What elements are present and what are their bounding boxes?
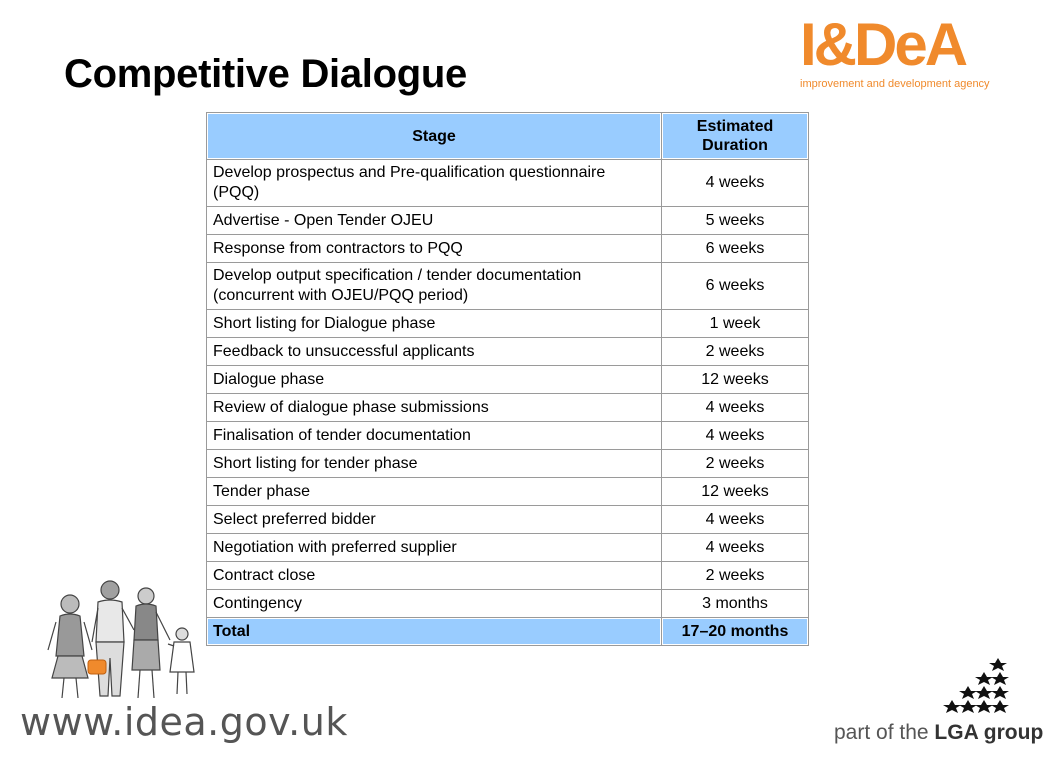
- duration-cell: 12 weeks: [662, 366, 809, 394]
- stage-cell: Select preferred bidder: [207, 506, 662, 534]
- table-row: [207, 450, 809, 478]
- table-row: [207, 562, 809, 590]
- star: [975, 686, 993, 699]
- table-row: [207, 394, 809, 422]
- duration-cell: 2 weeks: [662, 338, 809, 366]
- stage-cell: Negotiation with preferred supplier: [207, 534, 662, 562]
- duration-cell: 6 weeks: [662, 263, 809, 310]
- table-row: [207, 263, 809, 310]
- star: [991, 686, 1009, 699]
- lga-prefix: part of the: [834, 721, 935, 744]
- star: [989, 658, 1007, 671]
- stage-cell: Contract close: [207, 562, 662, 590]
- duration-table-container: [206, 112, 808, 646]
- duration-cell: 2 weeks: [662, 562, 809, 590]
- stage-cell: Short listing for Dialogue phase: [207, 310, 662, 338]
- table-header-row: [207, 113, 809, 160]
- duration-cell: 4 weeks: [662, 394, 809, 422]
- stage-cell: Short listing for tender phase: [207, 450, 662, 478]
- star: [991, 700, 1009, 713]
- total-row: [207, 618, 809, 646]
- duration-cell: 5 weeks: [662, 207, 809, 235]
- star: [991, 672, 1009, 685]
- duration-cell: 1 week: [662, 310, 809, 338]
- stage-cell: Advertise - Open Tender OJEU: [207, 207, 662, 235]
- table-row: [207, 506, 809, 534]
- duration-cell: 4 weeks: [662, 534, 809, 562]
- lga-group-text: [834, 721, 1043, 745]
- duration-cell: 4 weeks: [662, 506, 809, 534]
- stage-cell: Feedback to unsuccessful applicants: [207, 338, 662, 366]
- table-row: [207, 478, 809, 506]
- page-title: Competitive Dialogue: [64, 52, 467, 96]
- star: [975, 700, 993, 713]
- elderly-woman-figure: [48, 595, 92, 698]
- table-row: [207, 366, 809, 394]
- table-row: [207, 534, 809, 562]
- stage-cell: Develop output specification / tender documentation (concurrent with OJEU/PQQ period): [207, 263, 662, 310]
- table-row: [207, 160, 809, 207]
- star: [959, 686, 977, 699]
- stage-cell: Develop prospectus and Pre-qualification questionnaire (PQQ): [207, 160, 662, 207]
- duration-cell: 3 months: [662, 590, 809, 618]
- table-row: [207, 422, 809, 450]
- stage-cell: Review of dialogue phase submissions: [207, 394, 662, 422]
- stage-cell: Dialogue phase: [207, 366, 662, 394]
- stage-cell: Response from contractors to PQQ: [207, 235, 662, 263]
- man-figure: [92, 581, 134, 696]
- duration-cell: 12 weeks: [662, 478, 809, 506]
- table-row: [207, 235, 809, 263]
- duration-cell: 4 weeks: [662, 160, 809, 207]
- woman-figure: [132, 588, 170, 698]
- logo-tagline: improvement and development agency: [800, 78, 990, 90]
- stage-cell: Tender phase: [207, 478, 662, 506]
- orange-bag: [88, 660, 106, 674]
- duration-cell: 2 weeks: [662, 450, 809, 478]
- table-row: [207, 207, 809, 235]
- table-row: [207, 590, 809, 618]
- table-row: [207, 338, 809, 366]
- star: [943, 700, 961, 713]
- website-url: www.idea.gov.uk: [20, 700, 348, 744]
- star: [975, 672, 993, 685]
- table-row: [207, 310, 809, 338]
- lga-bold: LGA group: [934, 721, 1043, 744]
- lga-stars-logo: [930, 656, 1010, 718]
- stage-cell: Contingency: [207, 590, 662, 618]
- header-stage: Stage: [207, 113, 662, 160]
- duration-table: [206, 112, 809, 646]
- stage-cell: Finalisation of tender documentation: [207, 422, 662, 450]
- logo-wordmark: I&DeA: [800, 11, 966, 78]
- total-label: Total: [207, 618, 662, 646]
- star: [959, 700, 977, 713]
- duration-cell: 6 weeks: [662, 235, 809, 263]
- duration-cell: 4 weeks: [662, 422, 809, 450]
- family-illustration: [38, 578, 200, 706]
- child-figure: [168, 628, 194, 694]
- total-duration: 17–20 months: [662, 618, 809, 646]
- header-duration: Estimated Duration: [662, 113, 809, 160]
- idea-logo: [800, 12, 1010, 96]
